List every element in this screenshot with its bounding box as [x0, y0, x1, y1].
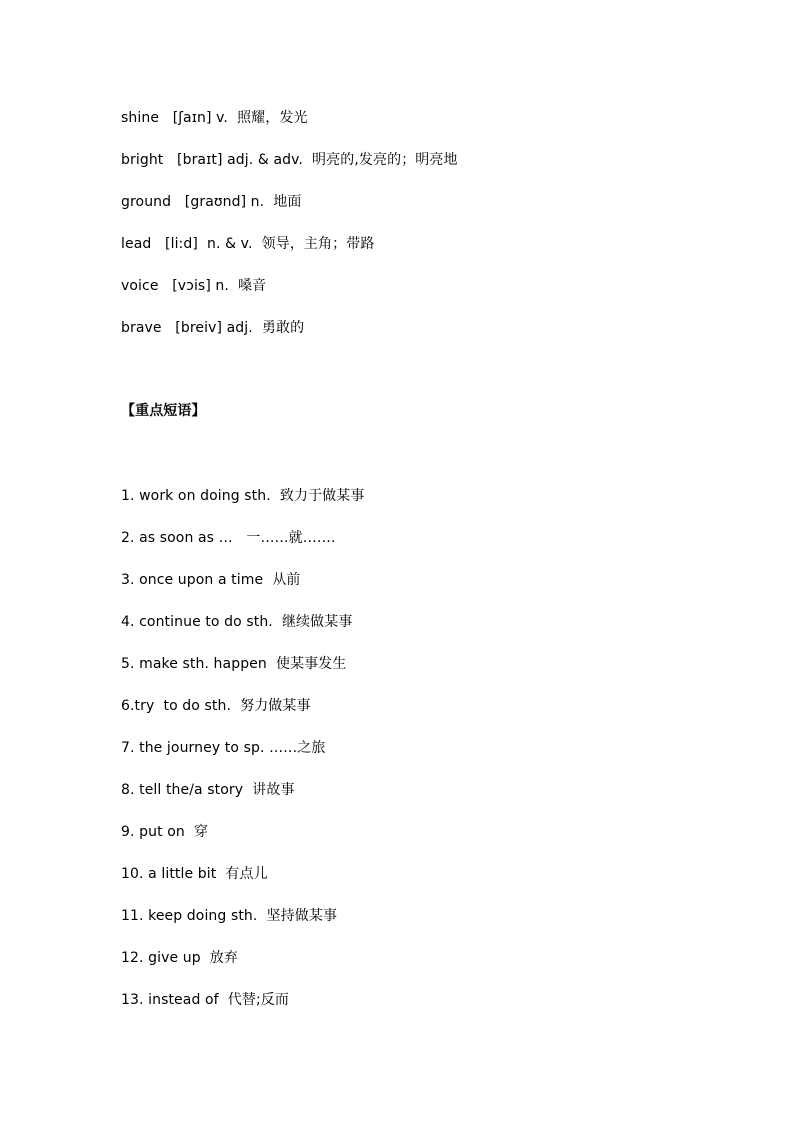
section-heading: 【重点短语】 [121, 403, 206, 419]
phrase-item: 6.try to do sth. 努力做某事 [121, 698, 311, 714]
vocab-line-bright: bright [braɪt] adj. & adv. 明亮的,发亮的；明亮地 [121, 152, 458, 168]
phrase-item: 13. instead of 代替;反而 [121, 992, 290, 1008]
phrase-item: 12. give up 放弃 [121, 950, 238, 966]
vocab-line-ground: ground [graʊnd] n. 地面 [121, 194, 302, 210]
phrase-item: 4. continue to do sth. 继续做某事 [121, 614, 353, 630]
vocab-line-shine: shine [ʃaɪn] v. 照耀，发光 [121, 110, 308, 126]
vocab-line-lead: lead [li:d] n. & v. 领导，主角；带路 [121, 236, 375, 252]
vocab-line-voice: voice [vɔis] n. 嗓音 [121, 278, 267, 294]
phrase-item: 7. the journey to sp. ……之旅 [121, 740, 326, 756]
phrase-item: 5. make sth. happen 使某事发生 [121, 656, 347, 672]
phrase-item: 1. work on doing sth. 致力于做某事 [121, 488, 365, 504]
phrase-item: 2. as soon as … 一……就……. [121, 530, 336, 546]
phrase-item: 10. a little bit 有点儿 [121, 866, 268, 882]
phrase-item: 11. keep doing sth. 坚持做某事 [121, 908, 338, 924]
phrase-item: 9. put on 穿 [121, 824, 209, 840]
phrase-item: 8. tell the/a story 讲故事 [121, 782, 295, 798]
phrase-item: 3. once upon a time 从前 [121, 572, 301, 588]
vocab-line-brave: brave [breiv] adj. 勇敢的 [121, 320, 305, 336]
